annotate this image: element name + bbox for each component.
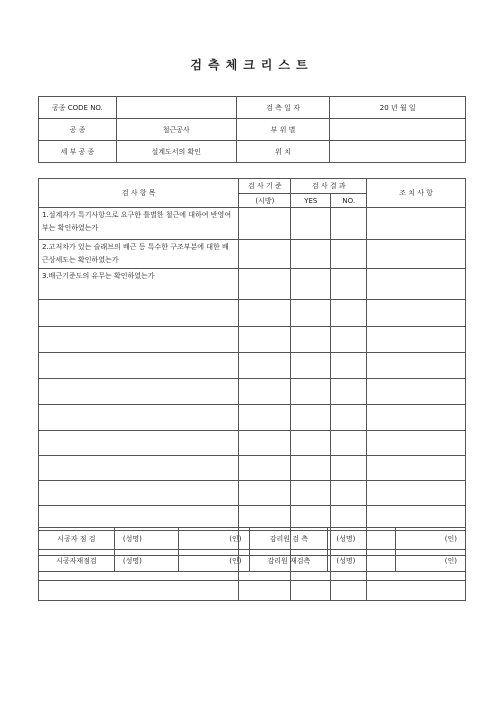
action-cell[interactable] (367, 481, 466, 506)
supervisor-recheck-label: 감리원 재검측 (250, 550, 328, 572)
checklist-row (39, 481, 466, 506)
no-cell[interactable] (331, 300, 367, 327)
yes-cell[interactable] (291, 208, 331, 240)
no-cell[interactable] (331, 431, 367, 456)
action-cell[interactable] (367, 353, 466, 379)
position-label: 위 치 (236, 141, 330, 163)
standard-cell[interactable] (239, 353, 291, 379)
checklist-item-text (39, 379, 239, 405)
supervisor-recheck-seal[interactable]: (인) (396, 550, 466, 572)
yes-cell[interactable] (291, 269, 331, 300)
no-cell[interactable] (331, 581, 367, 601)
no-cell[interactable] (331, 481, 367, 506)
no-cell[interactable] (331, 405, 367, 431)
standard-cell[interactable] (239, 240, 291, 269)
yes-cell[interactable] (291, 456, 331, 481)
contractor-recheck-seal[interactable]: (인) (178, 550, 250, 572)
supervisor-check-label: 감리원 검 측 (250, 528, 328, 550)
checklist-item-text (39, 327, 239, 353)
standard-cell[interactable] (239, 269, 291, 300)
detail-value[interactable]: 설계도서의 확인 (116, 141, 236, 163)
location-value[interactable] (330, 119, 466, 141)
action-cell[interactable] (367, 269, 466, 300)
checklist-item-text (39, 481, 239, 506)
checklist-row (39, 327, 466, 353)
action-cell[interactable] (367, 405, 466, 431)
contractor-recheck-name[interactable]: (성명) (114, 550, 178, 572)
checklist-row (39, 405, 466, 431)
col-item-header: 검 사 항 목 (39, 179, 239, 208)
checklist-item-text (39, 581, 239, 601)
checklist-item-text (39, 353, 239, 379)
checklist-item-text: 3.배근기준도의 유무는 확인하였는가 (39, 269, 239, 300)
standard-cell[interactable] (239, 300, 291, 327)
checklist-row (39, 379, 466, 405)
col-yes-header: YES (291, 194, 331, 208)
standard-cell[interactable] (239, 431, 291, 456)
supervisor-check-seal[interactable]: (인) (396, 528, 466, 550)
yes-cell[interactable] (291, 481, 331, 506)
detail-label: 세 부 공 종 (39, 141, 117, 163)
checklist-row (39, 300, 466, 327)
col-no-header: NO. (331, 194, 367, 208)
standard-cell[interactable] (239, 456, 291, 481)
contractor-check-label: 시공자 점 검 (39, 528, 115, 550)
yes-cell[interactable] (291, 327, 331, 353)
action-cell[interactable] (367, 431, 466, 456)
no-cell[interactable] (331, 456, 367, 481)
col-standard-sub: (시방) (239, 194, 291, 208)
checklist-row (39, 456, 466, 481)
no-cell[interactable] (331, 269, 367, 300)
supervisor-recheck-name[interactable]: (성명) (328, 550, 396, 572)
action-cell[interactable] (367, 300, 466, 327)
yes-cell[interactable] (291, 431, 331, 456)
checklist-row (39, 269, 466, 300)
col-action-header: 조 치 사 항 (367, 179, 466, 208)
no-cell[interactable] (331, 208, 367, 240)
no-cell[interactable] (331, 327, 367, 353)
yes-cell[interactable] (291, 379, 331, 405)
no-cell[interactable] (331, 240, 367, 269)
contractor-check-seal[interactable]: (인) (178, 528, 250, 550)
action-cell[interactable] (367, 456, 466, 481)
checklist-row (39, 581, 466, 601)
yes-cell[interactable] (291, 300, 331, 327)
checklist-item-text (39, 431, 239, 456)
header-table (38, 96, 466, 163)
action-cell[interactable] (367, 581, 466, 601)
yes-cell[interactable] (291, 405, 331, 431)
action-cell[interactable] (367, 379, 466, 405)
standard-cell[interactable] (239, 581, 291, 601)
standard-cell[interactable] (239, 327, 291, 353)
position-value[interactable] (330, 141, 466, 163)
location-label: 부 위 별 (236, 119, 330, 141)
work-code-value[interactable] (116, 97, 236, 119)
standard-cell[interactable] (239, 405, 291, 431)
signature-table (38, 527, 466, 572)
date-value[interactable]: 20 년 월 일 (330, 97, 466, 119)
no-cell[interactable] (331, 353, 367, 379)
col-result-header: 검 사 결 과 (291, 179, 367, 194)
col-standard-header: 검 사 기 준 (239, 179, 291, 194)
contractor-recheck-label: 시공자재점검 (39, 550, 115, 572)
yes-cell[interactable] (291, 581, 331, 601)
supervisor-check-name[interactable]: (성명) (328, 528, 396, 550)
work-type-label: 공 종 (39, 119, 117, 141)
no-cell[interactable] (331, 379, 367, 405)
checklist-row (39, 208, 466, 240)
action-cell[interactable] (367, 327, 466, 353)
action-cell[interactable] (367, 208, 466, 240)
yes-cell[interactable] (291, 240, 331, 269)
checklist-item-text (39, 456, 239, 481)
checklist-item-text: 2.고저차가 있는 슬래브의 배근 등 특수한 구조부분에 대한 배근상세도는 확인하였는가 (39, 240, 239, 269)
work-type-value[interactable]: 철근공사 (116, 119, 236, 141)
checklist-item-text: 1.설계자가 특기사항으로 요구한 틀별한 철근에 대하여 반영여부는 확인하였는가 (39, 208, 239, 240)
standard-cell[interactable] (239, 379, 291, 405)
checklist-item-text (39, 300, 239, 327)
contractor-check-name[interactable]: (성명) (114, 528, 178, 550)
checklist-row (39, 240, 466, 269)
standard-cell[interactable] (239, 208, 291, 240)
checklist-row (39, 353, 466, 379)
work-code-label: 공종 CODE NO. (39, 97, 117, 119)
checklist-row (39, 431, 466, 456)
page-title: 검측체크리스트 (190, 58, 314, 72)
date-label: 검 측 일 자 (236, 97, 330, 119)
standard-cell[interactable] (239, 481, 291, 506)
yes-cell[interactable] (291, 353, 331, 379)
checklist-item-text (39, 405, 239, 431)
action-cell[interactable] (367, 240, 466, 269)
